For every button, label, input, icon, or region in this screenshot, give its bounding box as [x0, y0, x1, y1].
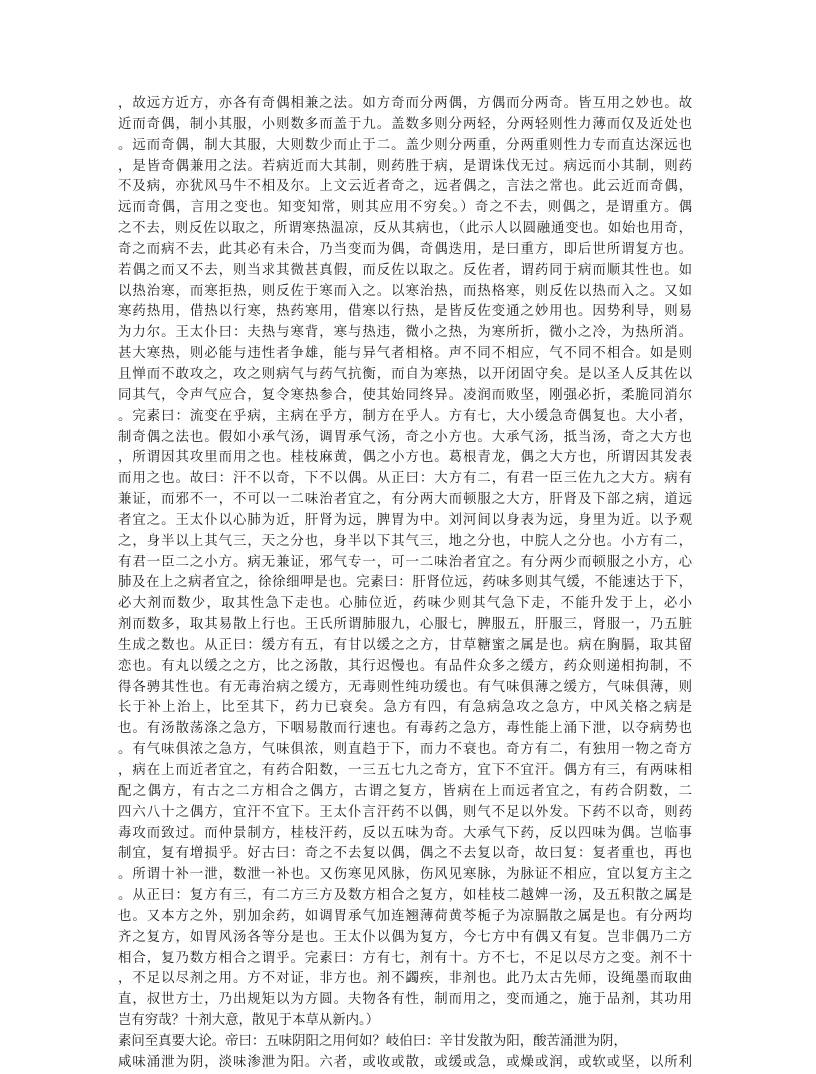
text-line: 之，身半以上其气三，天之分也，身半以下其气三，地之分也，中脘人之分也。小方有二，: [118, 533, 692, 549]
text-line: 为力尔。王太仆曰：夫热与寒背，寒与热违，微小之热，为寒所折，微小之冷，为热所消。: [118, 325, 692, 341]
text-line: ，是皆奇偶兼用之法。若病近而大其制，则药胜于病，是谓诛伐无过。病远而小其制，则药: [118, 158, 692, 174]
text-line: 者宜之。王太仆以心肺为近，肝肾为远，脾胃为中。刘河间以身表为远，身里为近。以予观: [118, 512, 692, 528]
text-line: 得各骋其性也。有无毒治病之缓方，无毒则性纯功缓也。有气味俱薄之缓方，气味俱薄，则: [118, 679, 692, 695]
text-line: ，故远方近方，亦各有奇偶相兼之法。如方奇而分两偶，方偶而分两奇。皆互用之妙也。故: [118, 96, 692, 111]
text-line: 有君一臣二之小方。病无兼证，邪气专一，可一二味治者宜之。有分两少而顿服之小方，心: [118, 554, 692, 570]
text-line: 配之偶方，有古之二方相合之偶方，古谓之复方，皆病在上而远者宜之，有药合阴数，二: [118, 783, 692, 799]
text-line: 长于补上治上，比至其下，药力已衰矣。急方有四，有急病急攻之急方，中风关格之病是: [118, 700, 692, 716]
text-line: 不及病，亦犹风马牛不相及尔。上文云近者奇之，远者偶之，言法之常也。此云近而奇偶，: [118, 179, 692, 195]
text-line: 生成之数也。从正曰：缓方有五，有甘以缓之之方，甘草糖蜜之属是也。病在胸膈，取其留: [118, 637, 692, 653]
text-line: 近而奇偶，制小其服，小则数多而盖于九。盖数多则分两轻，分两轻则性力薄而仅及近处也: [118, 116, 692, 132]
text-line: 之不去，则反佐以取之，所谓寒热温凉，反从其病也，（此示人以圆融通变也。如始也用奇，: [118, 221, 692, 237]
text-line: 同其气，令声气应合，复令寒热参合，使其始同终异。凌润而败坚，刚强必折，柔脆同消尔: [118, 387, 692, 403]
text-line: 咸味涌泄为阴，淡味渗泄为阳。六者，或收或散，或缓或急，或燥或润，或软或坚，以所利: [118, 1054, 692, 1070]
text-line: 岂有穷哉？十剂大意，散见于本草从新内。）: [118, 1013, 380, 1029]
text-line: 。从正曰：复方有三，有二方三方及数方相合之复方，如桂枝二越婢一汤，及五积散之属是: [118, 888, 692, 904]
text-line: 相合，复乃数方相合之谓乎。完素曰：方有七，剂有十。方不七，不足以尽方之变。剂不十: [118, 950, 692, 966]
text-line: 直，叔世方士，乃出规矩以为方圆。夫物各有性，制而用之，变而通之，施于品剂，其功用: [118, 992, 692, 1008]
text-line: 恋也。有丸以缓之之方，比之汤散，其行迟慢也。有品件众多之缓方，药众则递相拘制，不: [118, 658, 692, 674]
text-line: 制宜，复有增损乎。好古曰：奇之不去复以偶，偶之不去复以奇，故曰复：复者重也，再也: [118, 846, 692, 862]
text-line: 。远而奇偶，制大其服，大则数少而止于二。盖少则分两重，分两重则性力专而直达深远也: [118, 137, 692, 153]
text-line: ，病在上而近者宜之，有药合阳数，一三五七九之奇方，宜下不宜汗。偶方有三，有两味相: [118, 763, 692, 778]
text-line: 肺及在上之病者宜之，徐徐细呷是也。完素曰：肝肾位远，药味多则其气缓，不能速达于下，: [118, 575, 692, 591]
text-line: 四六八十之偶方，宜汗不宜下。王太仆言汗药不以偶，则气不足以外发。下药不以奇，则药: [118, 804, 692, 820]
text-line: 。所谓十补一泄，数泄一补也。又伤寒见风脉，伤风见寒脉，为脉证不相应，宜以复方主之: [118, 867, 692, 883]
text-line: 也。有汤散荡涤之急方，下咽易散而行速也。有毒药之急方，毒性能上涌下泄，以夺病势也: [118, 721, 692, 737]
text-line: 。完素曰：流变在乎病，主病在乎方，制方在乎人。方有七，大小缓急奇偶复也。大小者，: [118, 408, 692, 424]
text-line: 若偶之而又不去，则当求其微甚真假，而反佐以取之。反佐者，谓药同于病而顺其性也。如: [118, 262, 692, 278]
text-line: 。有气味俱浓之急方，气味俱浓，则直趋于下，而力不衰也。奇方有二，有独用一物之奇方: [118, 742, 692, 758]
text-line: 齐之复方，如胃风汤各等分是也。王太仆以偶为复方，今七方中有偶又有复。岂非偶乃二方: [118, 929, 692, 945]
text-line: 制奇偶之法也。假如小承气汤，调胃承气汤，奇之小方也。大承气汤，抵当汤，奇之大方也: [118, 429, 692, 445]
text-line: 毒攻而致过。而仲景制方，桂枝汗药，反以五味为奇。大承气下药，反以四味为偶。岂临事: [118, 825, 692, 841]
text-line: 远而奇偶，言用之变也。知变知常，则其应用不穷矣。）奇之不去，则偶之，是谓重方。偶: [118, 200, 692, 216]
text-line: 必大剂而数少，取其性急下走也。心肺位近，药味少则其气急下走，不能升发于上，必小: [118, 596, 692, 612]
text-line: 以热治寒，而寒拒热，则反佐于寒而入之。以寒治热，而热格寒，则反佐以热而入之。又如: [118, 283, 692, 299]
text-line: 也。又本方之外，别加余药，如调胃承气加连翘薄荷黄芩栀子为凉膈散之属是也。有分两均: [118, 908, 692, 924]
document-page: [118, 94, 692, 1074]
text-line: 兼证，而邪不一，不可以一二味治者宜之，有分两大而顿服之大方，肝肾及下部之病，道远: [118, 492, 692, 508]
text-line: 甚大寒热，则必能与违性者争雄，能与异气者相格。声不同不相应，气不同不相合。如是则: [118, 346, 692, 362]
text-line: 素问至真要大论。帝曰：五味阴阳之用何如？岐伯曰：辛甘发散为阳，酸苦涌泄为阴，: [118, 1033, 627, 1049]
text-line: 且惮而不敢攻之，攻之则病气与药气抗衡，而自为寒热，以开闭固守矣。是以圣人反其佐以: [118, 366, 692, 382]
text-line: 奇之而病不去，此其必有未合，乃当变而为偶，奇偶迭用，是曰重方，即后世所谓复方也。: [118, 241, 692, 257]
text-line: 而用之也。故曰：汗不以奇，下不以偶。从正曰：大方有二，有君一臣三佐九之大方。病有: [118, 471, 692, 487]
text-line: 剂而数多，取其易散上行也。王氏所谓肺服九，心服七，脾服五，肝服三，肾服一，乃五脏: [118, 617, 692, 633]
text-line: ，不足以尽剂之用。方不对证，非方也。剂不蠲疾，非剂也。此乃太古先师，设绳墨而取曲: [118, 971, 692, 987]
text-line: ，所谓因其攻里而用之也。桂枝麻黄，偶之小方也。葛根青龙，偶之大方也，所谓因其发表: [118, 450, 692, 466]
text-line: 寒药热用，借热以行寒，热药寒用，借寒以行热，是皆反佐变通之妙用也。因势利导，则易: [118, 304, 692, 320]
